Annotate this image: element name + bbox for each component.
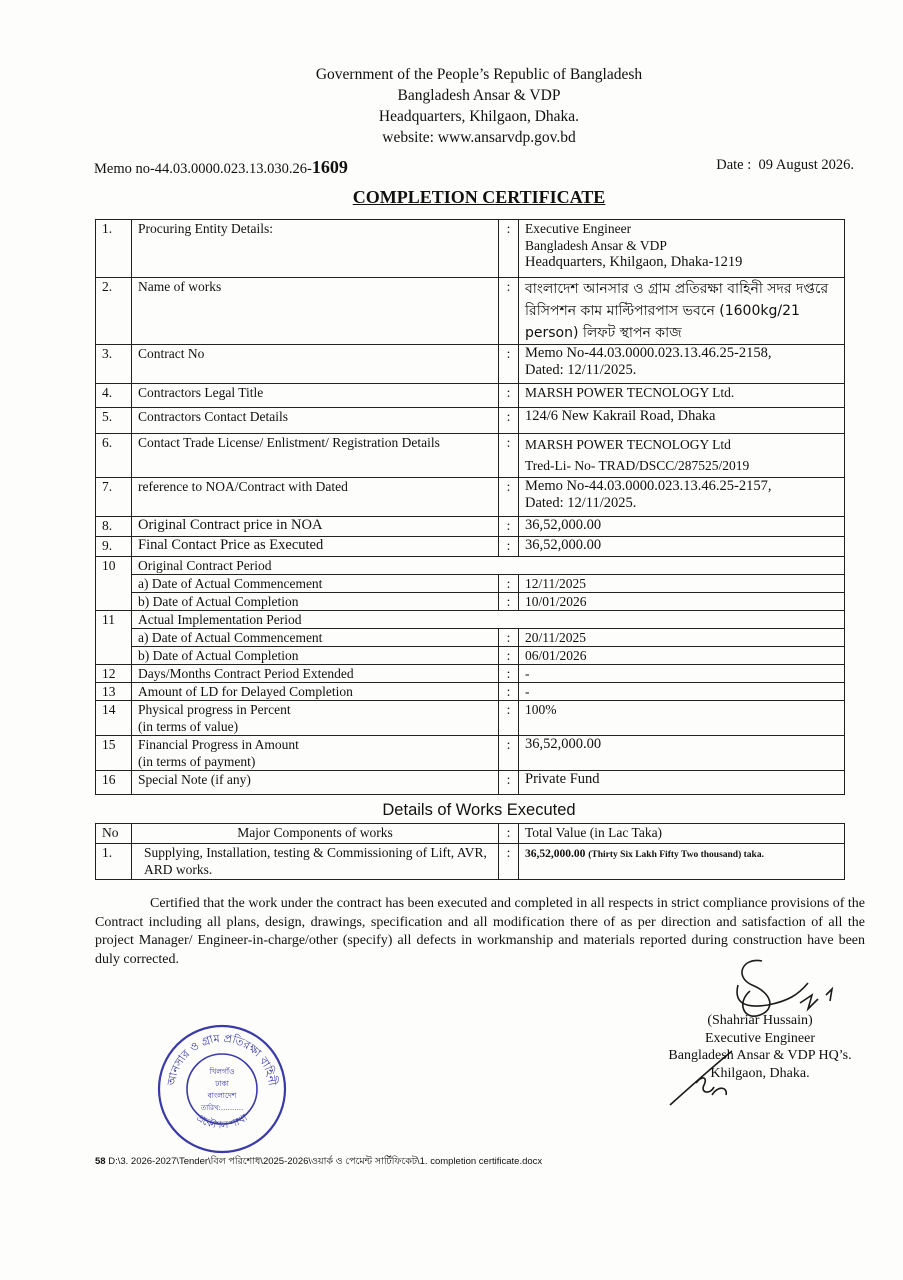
- signatory-place: Khilgaon, Dhaka.: [710, 1065, 810, 1081]
- row-value: MARSH POWER TECNOLOGY Ltd.: [519, 384, 845, 408]
- row-number: 12: [96, 665, 132, 683]
- row-label: Actual Implementation Period: [132, 611, 845, 629]
- row-number: 11: [96, 611, 132, 665]
- table-row: [96, 593, 845, 611]
- row-value: [519, 478, 845, 517]
- table-row: [96, 701, 845, 736]
- row-number: 5.: [96, 408, 132, 434]
- memo-prefix: Memo no-44.03.0000.023.13.030.26-: [94, 161, 312, 177]
- memo-number: [94, 157, 348, 178]
- file-path: D:\3. 2026-2027\Tender\বিল পরিশোধ\2025-2026\ওয়ার্ক ও পেমেন্ট সার্টিফিকেট\1. completion certificate.docx: [108, 1156, 543, 1167]
- value-line: Tred-Li- No- TRAD/DSCC/287525/2019: [525, 458, 750, 473]
- row-number: 6.: [96, 434, 132, 478]
- row-label: Name of works: [132, 278, 499, 345]
- value-line: MARSH POWER TECNOLOGY Ltd: [525, 437, 731, 452]
- label-line: (in terms of payment): [138, 754, 256, 769]
- colon: :: [499, 345, 519, 384]
- table-row: [96, 736, 845, 771]
- value-line: Executive Engineer: [525, 221, 632, 236]
- header-no: No: [96, 824, 132, 844]
- table-header-row: [96, 824, 845, 844]
- certificate-table: [95, 219, 845, 795]
- colon: :: [499, 771, 519, 795]
- row-label: b) Date of Actual Completion: [132, 647, 499, 665]
- colon: :: [499, 701, 519, 736]
- table-row: [96, 278, 845, 345]
- table-row: [96, 844, 845, 880]
- memo-date: [716, 157, 854, 174]
- colon: :: [499, 478, 519, 517]
- seal-ring-bottom-text: প্রকৌশল শাখা: [194, 1112, 250, 1132]
- header-value: Total Value (in Lac Taka): [519, 824, 845, 844]
- works-section-title: Details of Works Executed: [382, 801, 576, 819]
- header-address: Headquarters, Khilgaon, Dhaka.: [378, 108, 580, 125]
- row-label: Contractors Contact Details: [132, 408, 499, 434]
- row-value: 12/11/2025: [519, 575, 845, 593]
- seal-center-line: খিলগাঁও: [209, 1067, 235, 1076]
- value-line: Memo No-44.03.0000.023.13.46.25-2158,: [525, 345, 772, 361]
- seal-center-line: বাংলাদেশ: [207, 1091, 237, 1100]
- work-amount-words: (Thirty Six Lakh Fifty Two thousand) taka.: [588, 850, 764, 860]
- row-value: 20/11/2025: [519, 629, 845, 647]
- table-row: [96, 345, 845, 384]
- office-seal: [155, 1022, 289, 1156]
- file-footer: [95, 1155, 542, 1170]
- header-website: website: www.ansarvdp.gov.bd: [382, 129, 576, 146]
- row-label: reference to NOA/Contract with Dated: [132, 478, 499, 517]
- row-value: 06/01/2026: [519, 647, 845, 665]
- document-title: COMPLETION CERTIFICATE: [352, 187, 606, 207]
- work-no: 1.: [96, 844, 132, 880]
- work-component: Supplying, Installation, testing & Commissioning of Lift, AVR, ARD works.: [132, 844, 499, 880]
- row-label: Days/Months Contract Period Extended: [132, 665, 499, 683]
- work-amount: 36,52,000.00: [525, 848, 586, 860]
- letterhead: [0, 64, 903, 148]
- label-line: Physical progress in Percent: [138, 702, 291, 717]
- table-row: [96, 665, 845, 683]
- row-label: Procuring Entity Details:: [132, 220, 499, 278]
- table-row: [96, 771, 845, 795]
- row-label: Contract No: [132, 345, 499, 384]
- colon: :: [499, 647, 519, 665]
- signatory-organization: Bangladesh Ansar & VDP HQ’s.: [668, 1048, 852, 1063]
- label-line: (in terms of value): [138, 719, 239, 734]
- table-row: [96, 647, 845, 665]
- table-row: [96, 537, 845, 557]
- colon: :: [499, 844, 519, 880]
- value-line: Memo No-44.03.0000.023.13.46.25-2157,: [525, 478, 772, 494]
- row-value: বাংলাদেশ আনসার ও গ্রাম প্রতিরক্ষা বাহিনী সদর দপ্তরে রিসিপশন কাম মাল্টিপারপাস ভবনে (1600kg/21 person) লিফট স্থাপন কাজ: [519, 278, 845, 345]
- header-organization: Bangladesh Ansar & VDP: [397, 87, 561, 104]
- value-line: Bangladesh Ansar & VDP: [525, 238, 667, 253]
- header-component: Major Components of works: [132, 824, 499, 844]
- table-row: [96, 478, 845, 517]
- colon: :: [499, 665, 519, 683]
- works-table: [95, 823, 845, 880]
- table-row: [96, 557, 845, 575]
- row-value: [519, 434, 845, 478]
- signatory-title: Executive Engineer: [704, 1030, 815, 1046]
- table-row: [96, 384, 845, 408]
- colon: :: [499, 575, 519, 593]
- value-line: Headquarters, Khilgaon, Dhaka-1219: [525, 254, 743, 270]
- page-number: 58: [95, 1156, 106, 1167]
- row-number: 8.: [96, 517, 132, 537]
- colon: :: [499, 683, 519, 701]
- row-label: Original Contract Period: [132, 557, 845, 575]
- row-number: 4.: [96, 384, 132, 408]
- row-number: 14: [96, 701, 132, 736]
- table-row: [96, 611, 845, 629]
- seal-center-line: তারিখ:..........: [200, 1104, 244, 1112]
- label-line: Financial Progress in Amount: [138, 737, 299, 752]
- header-government: Government of the People’s Republic of Bangladesh: [315, 66, 643, 83]
- row-value: [519, 220, 845, 278]
- row-label: [132, 701, 499, 736]
- table-row: [96, 629, 845, 647]
- table-row: [96, 517, 845, 537]
- colon: :: [499, 220, 519, 278]
- date-label: Date :: [716, 157, 752, 173]
- row-number: 2.: [96, 278, 132, 345]
- row-number: 9.: [96, 537, 132, 557]
- colon: :: [499, 408, 519, 434]
- row-number: 7.: [96, 478, 132, 517]
- table-row: [96, 220, 845, 278]
- colon: :: [499, 629, 519, 647]
- seal-center-line: ঢাকা: [215, 1079, 229, 1088]
- row-number: 15: [96, 736, 132, 771]
- row-label: Amount of LD for Delayed Completion: [132, 683, 499, 701]
- seal-ring-top-text: আনসার ও গ্রাম প্রতিরক্ষা বাহিনী: [164, 1031, 280, 1087]
- row-number: 10: [96, 557, 132, 611]
- table-row: [96, 434, 845, 478]
- work-value: [519, 844, 845, 880]
- colon: :: [499, 537, 519, 557]
- table-row: [96, 408, 845, 434]
- colon: :: [499, 384, 519, 408]
- row-value: 36,52,000.00: [519, 537, 845, 557]
- signature-block: [640, 1012, 880, 1082]
- row-label: Original Contract price in NOA: [132, 517, 499, 537]
- memo-serial: 1609: [311, 157, 348, 177]
- colon: :: [499, 278, 519, 345]
- certification-text: Certified that the work under the contract has been executed and completed in all respects in strict compliance provisions of the Contract including all plans, design, drawings, specification and all modification there of as per direction and satisfaction of all the project Manager/ Engineer-in-charge/other (specify) all defects in workmanship and materials reported during construction have been duly corrected.: [95, 896, 865, 967]
- colon: :: [499, 593, 519, 611]
- row-number: 1.: [96, 220, 132, 278]
- row-number: 13: [96, 683, 132, 701]
- table-row: [96, 575, 845, 593]
- row-label: Contractors Legal Title: [132, 384, 499, 408]
- row-value: -: [519, 665, 845, 683]
- row-number: 16: [96, 771, 132, 795]
- row-value: 36,52,000.00: [519, 517, 845, 537]
- value-line: Dated: 12/11/2025.: [525, 362, 637, 378]
- row-label: a) Date of Actual Commencement: [132, 629, 499, 647]
- row-value: 36,52,000.00: [519, 736, 845, 771]
- colon: :: [499, 434, 519, 478]
- colon: :: [499, 517, 519, 537]
- seal-inner-ring: [187, 1054, 257, 1124]
- row-value: 10/01/2026: [519, 593, 845, 611]
- row-label: Contact Trade License/ Enlistment/ Registration Details: [132, 434, 499, 478]
- row-label: Special Note (if any): [132, 771, 499, 795]
- signatory-name: (Shahriar Hussain): [707, 1013, 813, 1028]
- colon: :: [499, 824, 519, 844]
- row-label: a) Date of Actual Commencement: [132, 575, 499, 593]
- row-label: Final Contact Price as Executed: [132, 537, 499, 557]
- row-value: -: [519, 683, 845, 701]
- row-value: [519, 345, 845, 384]
- row-value: Private Fund: [519, 771, 845, 795]
- row-value: 124/6 New Kakrail Road, Dhaka: [519, 408, 845, 434]
- row-label: [132, 736, 499, 771]
- table-row: [96, 683, 845, 701]
- date-value: 09 August 2026.: [758, 157, 854, 173]
- row-label: b) Date of Actual Completion: [132, 593, 499, 611]
- value-line: Dated: 12/11/2025.: [525, 495, 637, 511]
- colon: :: [499, 736, 519, 771]
- row-number: 3.: [96, 345, 132, 384]
- row-value: 100%: [519, 701, 845, 736]
